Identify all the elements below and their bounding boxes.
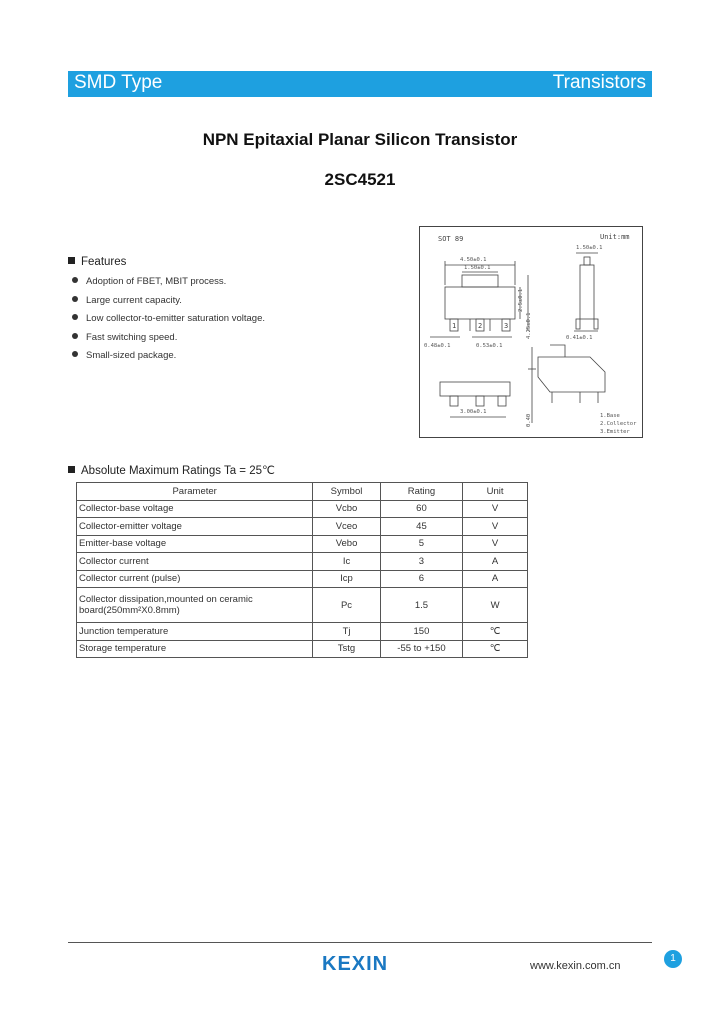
cell-symbol: Vceo: [313, 518, 380, 536]
cell-rating: 5: [380, 535, 462, 553]
dim-label: 4.50±0.1: [460, 257, 487, 263]
cell-rating: 6: [380, 570, 462, 588]
dim-label: 0.48±0.1: [424, 343, 451, 349]
dim-label: 2.5±0.1: [518, 288, 524, 312]
cell-symbol: Vcbo: [313, 500, 380, 518]
dim-label: 1.50±0.1: [464, 265, 491, 271]
cell-parameter-line2: board(250mm²X0.8mm): [79, 605, 180, 616]
cell-symbol: Tstg: [313, 640, 380, 658]
cell-parameter: Collector current: [77, 553, 313, 571]
dim-label: 3.00±0.1: [460, 409, 487, 415]
package-drawing: [419, 226, 643, 438]
feature-item: Small-sized package.: [72, 350, 265, 369]
package-unit: Unit:mm: [600, 233, 630, 241]
table-row: [77, 553, 528, 571]
pin-label: 3: [504, 322, 509, 330]
cell-unit: W: [463, 588, 528, 623]
header-type: Transistors: [552, 72, 646, 93]
bullet-square-icon: [68, 257, 75, 264]
pin-label: 1: [452, 322, 457, 330]
package-outline-svg: [420, 227, 642, 437]
cell-parameter: [77, 588, 313, 623]
table-header-row: [77, 483, 528, 501]
table-row: [77, 535, 528, 553]
cell-parameter: Storage temperature: [77, 640, 313, 658]
part-number: 2SC4521: [324, 170, 396, 189]
page-title: NPN Epitaxial Planar Silicon Transistor: [202, 130, 518, 149]
cell-symbol: Icp: [313, 570, 380, 588]
cell-rating: 60: [380, 500, 462, 518]
kexin-logo: KEXIN: [322, 953, 389, 975]
cell-parameter: Junction temperature: [77, 623, 313, 641]
dim-label: 4.25±0.1: [526, 312, 532, 339]
cell-parameter: Collector-base voltage: [77, 500, 313, 518]
cell-parameter: Collector current (pulse): [77, 570, 313, 588]
footer-divider: [68, 942, 652, 943]
feature-item: Fast switching speed.: [72, 332, 265, 351]
col-header: Parameter: [77, 483, 313, 501]
pin-legend: 2.Collector: [600, 421, 637, 427]
cell-unit: ℃: [463, 623, 528, 641]
features-list: [72, 276, 265, 369]
page-number: 1: [664, 950, 682, 968]
bullet-dot-icon: [72, 296, 78, 302]
table-row: [77, 623, 528, 641]
bullet-dot-icon: [72, 333, 78, 339]
dim-label: 0.41±0.1: [566, 335, 593, 341]
cell-rating: 150: [380, 623, 462, 641]
table-row: [77, 518, 528, 536]
ratings-table: [76, 482, 528, 658]
col-header: Unit: [463, 483, 528, 501]
cell-unit: V: [463, 535, 528, 553]
cell-parameter: Collector-emitter voltage: [77, 518, 313, 536]
cell-rating: 45: [380, 518, 462, 536]
col-header: Symbol: [313, 483, 380, 501]
table-row: [77, 500, 528, 518]
cell-parameter: Emitter-base voltage: [77, 535, 313, 553]
cell-unit: V: [463, 500, 528, 518]
pin-legend: 1.Base: [600, 413, 620, 419]
features-heading: Features: [68, 256, 126, 268]
cell-symbol: Ic: [313, 553, 380, 571]
dim-label: 0.53±0.1: [476, 343, 503, 349]
cell-unit: A: [463, 553, 528, 571]
ratings-heading: Absolute Maximum Ratings Ta = 25℃: [68, 463, 275, 477]
pin-label: 2: [478, 322, 483, 330]
col-header: Rating: [380, 483, 462, 501]
bullet-dot-icon: [72, 351, 78, 357]
dim-label: 0.40: [526, 413, 532, 427]
cell-unit: A: [463, 570, 528, 588]
cell-rating: -55 to +150: [380, 640, 462, 658]
feature-item: Low collector-to-emitter saturation voltage.: [72, 313, 265, 332]
table-row: [77, 588, 528, 623]
cell-rating: 1.5: [380, 588, 462, 623]
header-banner: [68, 71, 652, 97]
cell-unit: V: [463, 518, 528, 536]
table-row: [77, 640, 528, 658]
cell-parameter-line1: Collector dissipation,mounted on ceramic: [79, 594, 253, 605]
package-name: SOT 89: [438, 235, 464, 243]
feature-item: Adoption of FBET, MBIT process.: [72, 276, 265, 295]
cell-symbol: Pc: [313, 588, 380, 623]
bullet-square-icon: [68, 466, 75, 473]
cell-symbol: Tj: [313, 623, 380, 641]
dim-label: 1.50±0.1: [576, 245, 603, 251]
table-row: [77, 570, 528, 588]
cell-symbol: Vebo: [313, 535, 380, 553]
feature-item: Large current capacity.: [72, 295, 265, 314]
cell-rating: 3: [380, 553, 462, 571]
bullet-dot-icon: [72, 314, 78, 320]
bullet-dot-icon: [72, 277, 78, 283]
cell-unit: ℃: [463, 640, 528, 658]
pin-legend: 3.Emitter: [600, 429, 630, 435]
footer-url[interactable]: www.kexin.com.cn: [530, 960, 621, 972]
header-category: SMD Type: [74, 72, 163, 93]
